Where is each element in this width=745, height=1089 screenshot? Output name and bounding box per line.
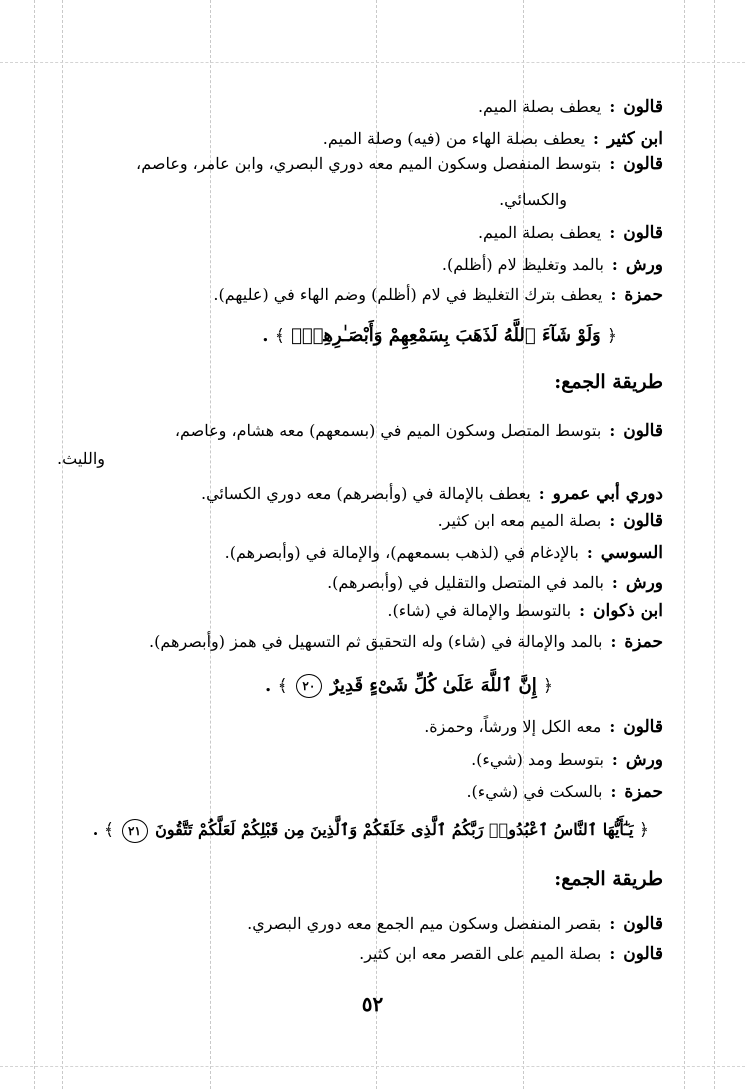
quran-verse: [265, 673, 553, 699]
entry-row: [53, 254, 663, 276]
verse-close-bracket: ﴾: [277, 676, 288, 696]
colon: :: [609, 944, 616, 963]
colon: :: [609, 511, 616, 530]
ayah-number: ٢١: [122, 819, 148, 843]
entry-text: بالمد في المتصل والتقليل في (وأبصرهم).: [327, 573, 604, 592]
continuation-text: والكسائي.: [499, 190, 567, 209]
reader-name: قالون: [623, 944, 663, 964]
reader-name: السوسي: [600, 543, 663, 563]
verse-text: يَـٰٓأَيُّهَا ٱلنَّاسُ ٱعْبُدُوا۟ رَبَّكُمُ ٱلَّذِى خَلَقَكُمْ وَٱلَّذِينَ مِن قَبْلِكُمْ لَعَلَّكُمْ تَتَّقُونَ: [155, 820, 634, 839]
reader-name: ورش: [625, 750, 663, 770]
entry-row: [53, 913, 663, 935]
verse-open-bracket: ﴿: [543, 676, 553, 696]
entry-row: [53, 153, 663, 175]
colon: :: [611, 255, 618, 274]
colon: :: [611, 750, 618, 769]
colon: :: [611, 573, 618, 592]
verse-text: إِنَّ ٱللَّهَ عَلَىٰ كُلِّ شَىْءٍ قَدِيرٌ: [330, 675, 537, 696]
colon: :: [579, 601, 586, 620]
entry-text: بصلة الميم على القصر معه ابن كثير.: [359, 944, 602, 963]
section-heading: طريقة الجمع:: [554, 868, 663, 890]
entry-text: بقصر المنفصل وسكون ميم الجمع معه دوري البصري.: [247, 914, 602, 933]
quran-verse: [93, 817, 649, 843]
colon: :: [609, 97, 616, 116]
quran-verse: [262, 323, 617, 349]
entry-text: يعطف بصلة الهاء من (فيه) وصلة الميم.: [322, 129, 586, 148]
colon: :: [610, 782, 617, 801]
entry-row: [53, 600, 663, 622]
entry-text: بتوسط ومد (شيء).: [471, 750, 604, 769]
entry-text: بتوسط المنفصل وسكون الميم معه دوري البصري، وابن عامر، وعاصم،: [136, 154, 602, 173]
reader-name: قالون: [623, 97, 663, 117]
ayah-number: ٢٠: [296, 674, 322, 698]
entry-text: بالإدغام في (لذهب بسمعهم)، والإمالة في (وأبصرهم).: [224, 543, 579, 562]
page-number: ٥٢: [361, 992, 384, 1016]
entry-row: [53, 222, 663, 244]
colon: :: [538, 484, 545, 503]
reader-name: قالون: [623, 223, 663, 243]
entry-row: [53, 96, 663, 118]
entry-text: بالمد وتغليظ لام (أظلم).: [441, 255, 604, 274]
entry-text: بالتوسط والإمالة في (شاء).: [387, 601, 572, 620]
verse-text: وَلَوْ شَآءَ ٱللَّهُ لَذَهَبَ بِسَمْعِهِمْ وَأَبْصَـٰرِهِمْۚ: [291, 325, 601, 346]
reader-name: ابن ذكوان: [593, 601, 663, 621]
entry-text: معه الكل إلا ورشاً، وحمزة.: [424, 717, 602, 736]
verse-open-bracket: ﴿: [607, 326, 617, 346]
reader-name: ورش: [625, 255, 663, 275]
entry-text: يعطف بالإمالة في (وأبصرهم) معه دوري الكسائي.: [201, 484, 531, 503]
reader-name: حمزة: [624, 782, 663, 802]
entry-row: [53, 284, 663, 306]
verse-close-bracket: ﴾: [103, 820, 114, 840]
verse-end: .: [265, 675, 272, 696]
reader-name: قالون: [623, 421, 663, 441]
colon: :: [609, 421, 616, 440]
entry-text: بالمد والإمالة في (شاء) وله التحقيق ثم التسهيل في همز (وأبصرهم).: [149, 632, 603, 651]
reader-name: قالون: [623, 154, 663, 174]
entry-row: [53, 542, 663, 564]
reader-name: قالون: [623, 914, 663, 934]
entry-text: يعطف بصلة الميم.: [477, 223, 602, 242]
entry-row: [53, 943, 663, 965]
colon: :: [593, 129, 599, 148]
reader-name: ابن كثير: [606, 129, 663, 149]
verse-open-bracket: ﴿: [639, 820, 649, 840]
reader-name: ورش: [625, 573, 663, 593]
entry-row: [53, 716, 663, 738]
verse-end: .: [262, 325, 269, 346]
reader-name: حمزة: [624, 285, 663, 305]
section-heading: طريقة الجمع:: [554, 371, 663, 393]
entry-row: [53, 420, 663, 442]
colon: :: [586, 543, 593, 562]
entry-row: [53, 510, 663, 532]
entry-row: [53, 631, 663, 653]
entry-row: [53, 781, 663, 803]
entry-text: يعطف بترك التغليظ في لام (أظلم) وضم الهاء في (عليهم).: [213, 285, 603, 304]
colon: :: [609, 154, 616, 173]
entry-row: [53, 483, 663, 505]
colon: :: [609, 223, 616, 242]
entry-text: يعطف بصلة الميم.: [477, 97, 602, 116]
entry-row: [53, 572, 663, 594]
colon: :: [610, 285, 617, 304]
reader-name: حمزة: [624, 632, 663, 652]
colon: :: [610, 632, 617, 651]
verse-end: .: [92, 820, 99, 839]
entry-text: بصلة الميم معه ابن كثير.: [437, 511, 602, 530]
colon: :: [609, 914, 616, 933]
entry-row: [53, 128, 663, 150]
reader-name: قالون: [623, 511, 663, 531]
reader-name: دوري أبي عمرو: [552, 484, 663, 504]
entry-row: [53, 749, 663, 771]
reader-name: قالون: [623, 717, 663, 737]
continuation-text: والليث.: [57, 449, 105, 468]
verse-close-bracket: ﴾: [274, 326, 285, 346]
entry-text: بتوسط المتصل وسكون الميم في (بسمعهم) معه هشام، وعاصم،: [174, 421, 602, 440]
entry-text: بالسكت في (شيء).: [466, 782, 603, 801]
colon: :: [609, 717, 616, 736]
